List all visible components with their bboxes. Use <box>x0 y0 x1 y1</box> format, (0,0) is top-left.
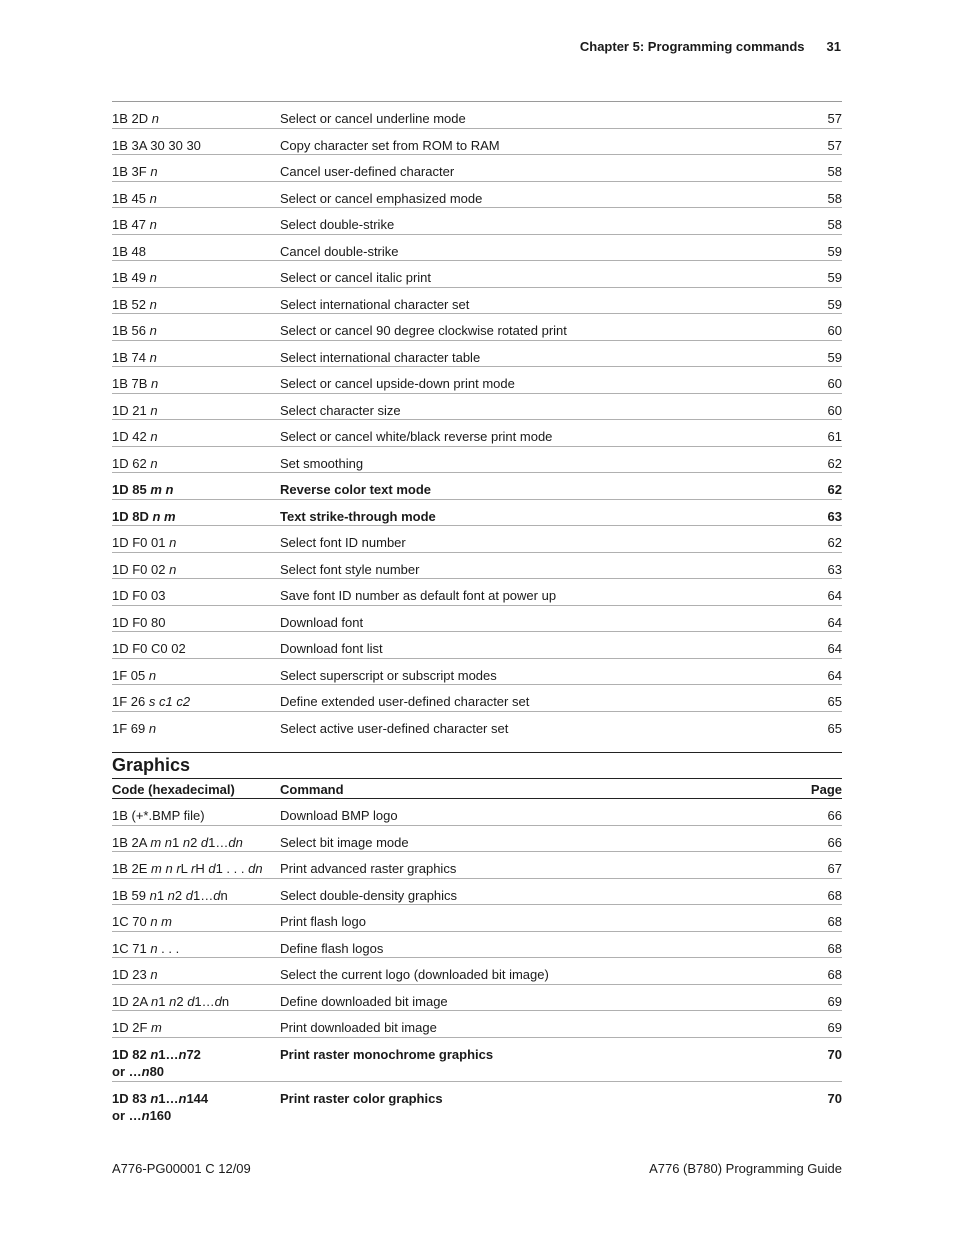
code-parameter: n m <box>152 508 176 524</box>
table-row <box>112 659 842 686</box>
code-value: 1B 45 <box>112 190 146 206</box>
page-cell: 63 <box>827 561 842 577</box>
code-cell <box>112 243 280 260</box>
command-cell: Save font ID number as default font at power up <box>280 588 557 603</box>
table-row <box>112 1011 842 1038</box>
table-row <box>112 553 842 580</box>
table-row <box>112 102 842 129</box>
code-value: 1D 85 <box>112 482 147 497</box>
page-cell: 59 <box>827 296 842 312</box>
page-cell: 68 <box>827 914 842 929</box>
page-cell: 66 <box>827 808 842 823</box>
code-parameter: n <box>149 190 157 206</box>
graphics-table-header <box>112 779 842 799</box>
code-cell: 1C 71 n . . . <box>112 940 180 956</box>
page-cell: 62 <box>827 535 842 550</box>
command-cell: Select or cancel white/black reverse print mode <box>280 429 553 444</box>
command-cell: Define extended user-defined character set <box>280 694 530 709</box>
command-cell: Cancel user-defined character <box>280 164 455 179</box>
code-cell <box>112 216 280 233</box>
footer-guide-title: A776 (B780) Programming Guide <box>649 1161 842 1176</box>
command-cell: Select international character set <box>280 296 470 312</box>
code-cell <box>112 481 280 498</box>
code-value: 1D 62 <box>112 455 147 471</box>
code-parameter: n <box>150 164 158 179</box>
code-value: 1B 47 <box>112 217 146 232</box>
code-value: 1D F0 01 <box>112 535 166 550</box>
code-parameter: s c1 c2 <box>148 694 191 709</box>
code-parameter: n <box>148 720 157 736</box>
command-cell: Set smoothing <box>280 455 364 471</box>
table-row <box>112 420 842 447</box>
section-title-graphics: Graphics <box>112 752 842 779</box>
table-row <box>112 1038 842 1082</box>
page-cell: 64 <box>827 588 842 603</box>
table-row <box>112 826 842 853</box>
page-cell: 61 <box>827 429 842 444</box>
command-cell: Select font ID number <box>280 535 406 550</box>
code-value: 1F 26 <box>112 694 146 709</box>
code-cell <box>112 561 280 578</box>
page-cell: 58 <box>827 217 842 232</box>
page-header <box>580 39 841 54</box>
command-cell: Print raster monochrome graphics <box>280 1046 494 1062</box>
table-row <box>112 314 842 341</box>
code-cell <box>112 375 280 392</box>
code-value: 1F 05 <box>112 667 146 683</box>
code-parameter: n <box>150 455 158 471</box>
code-value: 1D F0 80 <box>112 614 166 630</box>
table-row <box>112 905 842 932</box>
code-cell <box>112 190 280 207</box>
command-cell: Select bit image mode <box>280 834 409 850</box>
page-number: 31 <box>826 39 841 54</box>
code-parameter: n <box>169 535 177 550</box>
page-cell: 70 <box>827 1046 842 1062</box>
code-cell <box>112 110 280 127</box>
table-row <box>112 1082 842 1126</box>
command-cell: Select or cancel italic print <box>280 270 432 285</box>
table-row <box>112 500 842 527</box>
command-cell: Select or cancel emphasized mode <box>280 190 483 206</box>
page-cell: 67 <box>827 861 842 876</box>
code-value: 1B 2D <box>112 111 149 126</box>
table-row <box>112 473 842 500</box>
table-row <box>112 155 842 182</box>
code-parameter: m n <box>150 482 174 497</box>
command-cell: Print raster color graphics <box>280 1090 443 1106</box>
table-row <box>112 208 842 235</box>
column-header-code: Code (hexadecimal) <box>112 782 235 797</box>
page-cell: 66 <box>827 834 842 850</box>
code-value: 1B 52 <box>112 296 146 312</box>
page-cell: 65 <box>827 694 842 709</box>
code-cell: 1B 2E m n rL rH d1 . . . dn <box>112 861 263 876</box>
table-row <box>112 932 842 959</box>
code-value: 1B 56 <box>112 323 146 338</box>
code-cell <box>112 693 280 710</box>
command-cell: Print flash logo <box>280 914 366 929</box>
table-row <box>112 799 842 826</box>
code-cell: 1D 23 n <box>112 967 158 982</box>
column-header-page: Page <box>810 782 842 797</box>
code-cell: 1D 2A n1 n2 d1…dn <box>112 993 230 1009</box>
code-parameter: n <box>149 270 157 285</box>
code-cell <box>112 269 280 286</box>
page-cell: 58 <box>827 164 842 179</box>
table-row <box>112 526 842 553</box>
table-row <box>112 129 842 156</box>
code-cell <box>112 640 280 657</box>
code-parameter: n <box>169 561 177 577</box>
table-row <box>112 367 842 394</box>
code-parameter: n <box>149 296 157 312</box>
table-row <box>112 394 842 421</box>
code-value: 1D F0 C0 02 <box>112 641 186 656</box>
code-parameter: n <box>151 111 159 126</box>
table-row <box>112 985 842 1012</box>
page-cell: 59 <box>827 270 842 285</box>
page-cell: 68 <box>827 940 842 956</box>
code-cell <box>112 720 280 737</box>
page-cell: 59 <box>827 349 842 365</box>
table-row <box>112 958 842 985</box>
code-cell <box>112 428 280 445</box>
code-parameter: n <box>149 217 157 232</box>
code-value: 1D 42 <box>112 429 147 444</box>
table-row <box>112 685 842 712</box>
command-cell: Cancel double-strike <box>280 243 399 259</box>
code-value: 1B 7B <box>112 376 148 391</box>
code-cell <box>112 587 280 604</box>
code-value: 1B 3F <box>112 164 147 179</box>
code-cell <box>112 163 280 180</box>
page-cell: 58 <box>827 190 842 206</box>
command-cell: Select font style number <box>280 561 420 577</box>
table-row <box>112 447 842 474</box>
page-cell: 60 <box>827 376 842 391</box>
code-value: 1D 8D <box>112 508 149 524</box>
command-cell: Define flash logos <box>280 940 384 956</box>
chapter-title: Chapter 5: Programming commands <box>579 39 805 54</box>
command-cell: Define downloaded bit image <box>280 993 448 1009</box>
command-cell: Copy character set from ROM to RAM <box>280 137 500 153</box>
command-cell: Select double-strike <box>280 217 395 232</box>
command-cell: Select international character table <box>280 349 481 365</box>
code-value: 1F 69 <box>112 720 146 736</box>
code-parameter: n <box>151 376 159 391</box>
table-row <box>112 852 842 879</box>
code-cell <box>112 534 280 551</box>
page-cell: 65 <box>827 720 842 736</box>
code-cell: 1B 59 n1 n2 d1…dn <box>112 887 228 903</box>
page-cell: 69 <box>827 993 842 1009</box>
code-cell <box>112 614 280 631</box>
code-parameter: n <box>149 349 157 365</box>
code-cell <box>112 296 280 313</box>
code-cell: 1D 83 n1…n144 or …n160 <box>112 1090 209 1123</box>
code-value: 1D F0 03 <box>112 588 166 603</box>
command-cell: Download font <box>280 614 364 630</box>
page-cell: 64 <box>827 614 842 630</box>
command-cell: Select or cancel upside-down print mode <box>280 376 515 391</box>
table-row <box>112 632 842 659</box>
page-cell: 62 <box>827 482 842 497</box>
page-cell: 64 <box>827 667 842 683</box>
code-cell <box>112 349 280 366</box>
page-cell: 62 <box>827 455 842 471</box>
table-row <box>112 579 842 606</box>
page-cell: 70 <box>827 1090 842 1106</box>
table-row <box>112 712 842 739</box>
table-row <box>112 341 842 368</box>
page-cell: 60 <box>827 402 842 418</box>
page-cell: 68 <box>827 887 842 903</box>
table-row <box>112 235 842 262</box>
command-cell: Select character size <box>280 402 401 418</box>
code-value: 1D F0 02 <box>112 561 166 577</box>
page-cell: 68 <box>827 967 842 982</box>
code-cell <box>112 137 280 154</box>
command-cell: Text strike-through mode <box>280 508 436 524</box>
code-value: 1B 48 <box>112 243 146 259</box>
page-cell: 59 <box>827 243 842 259</box>
table-row <box>112 261 842 288</box>
table-row <box>112 606 842 633</box>
command-cell: Select or cancel 90 degree clockwise rotated print <box>280 323 567 338</box>
code-cell <box>112 508 280 525</box>
page-cell: 69 <box>827 1020 842 1035</box>
code-cell: 1B (+*.BMP file) <box>112 808 205 823</box>
code-value: 1B 74 <box>112 349 146 365</box>
code-parameter: n <box>150 429 158 444</box>
code-cell: 1D 82 n1…n72 or …n80 <box>112 1046 201 1079</box>
code-cell: 1D 2F m <box>112 1020 162 1035</box>
code-cell: 1B 2A m n1 n2 d1…dn <box>112 834 243 850</box>
table-header-row <box>112 779 842 799</box>
command-cell: Download font list <box>280 641 383 656</box>
code-cell <box>112 667 280 684</box>
table-row <box>112 879 842 906</box>
code-value: 1B 49 <box>112 270 146 285</box>
column-header-command: Command <box>280 782 344 797</box>
page-cell: 60 <box>827 323 842 338</box>
command-cell: Select or cancel underline mode <box>280 111 466 126</box>
page-cell: 63 <box>827 508 842 524</box>
command-cell: Print advanced raster graphics <box>280 861 457 876</box>
code-cell <box>112 455 280 472</box>
command-cell: Select the current logo (downloaded bit image) <box>280 967 549 982</box>
code-cell: 1C 70 n m <box>112 914 172 929</box>
graphics-table <box>112 799 842 1126</box>
code-value: 1B 3A 30 30 30 <box>112 137 201 153</box>
page-cell: 57 <box>827 111 842 126</box>
table-row <box>112 182 842 209</box>
command-cell: Download BMP logo <box>280 808 398 823</box>
code-parameter: n <box>149 323 157 338</box>
footer-document-id: A776-PG00001 C 12/09 <box>112 1161 251 1176</box>
command-cell: Print downloaded bit image <box>280 1020 437 1035</box>
code-parameter: n <box>148 667 157 683</box>
code-cell <box>112 402 280 419</box>
command-cell: Reverse color text mode <box>280 482 432 497</box>
command-table <box>112 101 842 738</box>
table-row <box>112 288 842 315</box>
code-parameter: n <box>150 402 158 418</box>
command-cell: Select double-density graphics <box>280 887 458 903</box>
command-cell: Select superscript or subscript modes <box>280 667 497 683</box>
page-cell: 64 <box>827 641 842 656</box>
page-cell: 57 <box>827 137 842 153</box>
code-cell <box>112 322 280 339</box>
code-value: 1D 21 <box>112 402 147 418</box>
command-cell: Select active user-defined character set <box>280 720 509 736</box>
